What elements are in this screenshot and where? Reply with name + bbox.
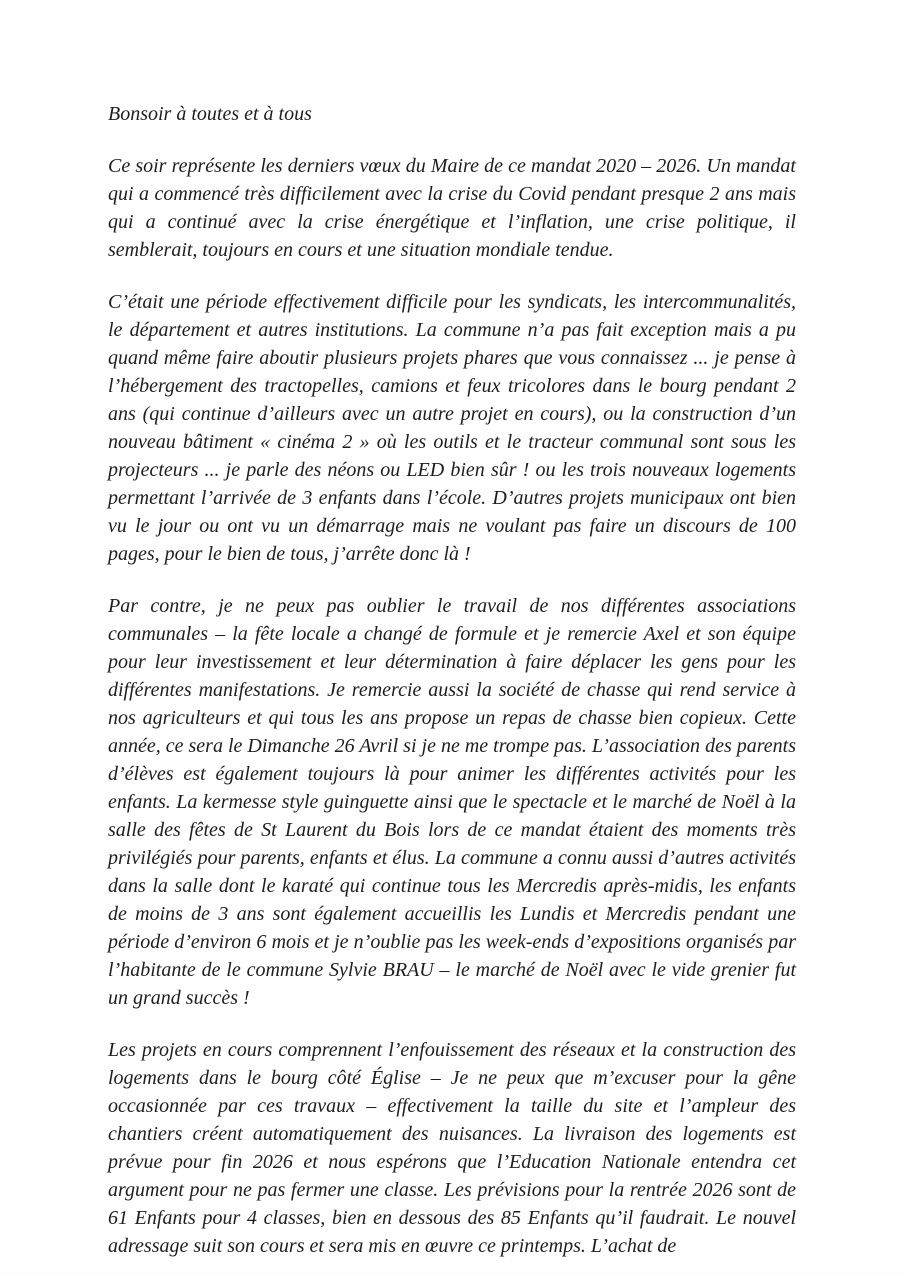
greeting-line: Bonsoir à toutes et à tous <box>108 103 312 125</box>
letter-body <box>108 100 796 1284</box>
paragraph-mandat-2020-2026: Ce soir représente les derniers vœux du Maire de ce mandat 2020 – 2026. Un mandat qui a commencé très difficilement avec la crise du Covid pendant presque 2 ans mais qui a continué avec la crise énergétique et l’inflation, une crise politique, il semblerait, toujours en cours et une situation mondiale tendue. <box>108 155 796 261</box>
paragraph-associations-communales: Par contre, je ne peux pas oublier le travail de nos différentes associations communales – la fête locale a changé de formule et je remercie Axel et son équipe pour leur investissement et leur détermination à faire déplacer les gens pour les différentes manifestations. Je remercie aussi la société de chasse qui rend service à nos agriculteurs et qui tous les ans propose un repas de chasse bien copieux. Cette année, ce sera le Dimanche 26 Avril si je ne me trompe pas. L’association des parents d’élèves est également toujours là pour animer les différentes activités pour les enfants. La kermesse style guinguette ainsi que le spectacle et le marché de Noël à la salle des fêtes de St Laurent du Bois lors de ce mandat étaient des moments très privilégiés pour parents, enfants et élus. La commune a connu aussi d’autres activités dans la salle dont le karaté qui continue tous les Mercredis après-midis, les enfants de moins de 3 ans sont également accueillis les Lundis et Mercredis pendant une période d’environ 6 mois et je n’oublie pas les week-ends d’expositions organisés par l’habitante de le commune Sylvie BRAU – le marché de Noël avec le vide grenier fut un grand succès ! <box>108 595 796 1009</box>
paragraph-periode-difficile-projets: C’était une période effectivement difficile pour les syndicats, les intercommunalités, le département et autres institutions. La commune n’a pas fait exception mais a pu quand même faire aboutir plusieurs projets phares que vous connaissez ... je pense à l’hébergement des tractopelles, camions et feux tricolores dans le bourg pendant 2 ans (qui continue d’ailleurs avec un autre projet en cours), ou la construction d’un nouveau bâtiment « cinéma 2 » où les outils et le tracteur communal sont sous les projecteurs ... je parle des néons ou LED bien sûr ! ou les trois nouveaux logements permettant l’arrivée de 3 enfants dans l’école. D’autres projets municipaux ont bien vu le jour ou ont vu un démarrage mais ne voulant pas faire un discours de 100 pages, pour le bien de tous, j’arrête donc là ! <box>108 291 796 565</box>
paragraph-projets-en-cours: Les projets en cours comprennent l’enfouissement des réseaux et la construction des logements dans le bourg côté Église – Je ne peux que m’excuser pour la gêne occasionnée par ces travaux – effectivement la taille du site et l’ampleur des chantiers créent automatiquement des nuisances. La livraison des logements est prévue pour fin 2026 et nous espérons que l’Education Nationale entendra cet argument pour ne pas fermer une classe. Les prévisions pour la rentrée 2026 sont de 61 Enfants pour 4 classes, bien en dessous des 85 Enfants qu’il faudrait. Le nouvel adressage suit son cours et sera mis en œuvre ce printemps. L’achat de <box>108 1039 796 1257</box>
